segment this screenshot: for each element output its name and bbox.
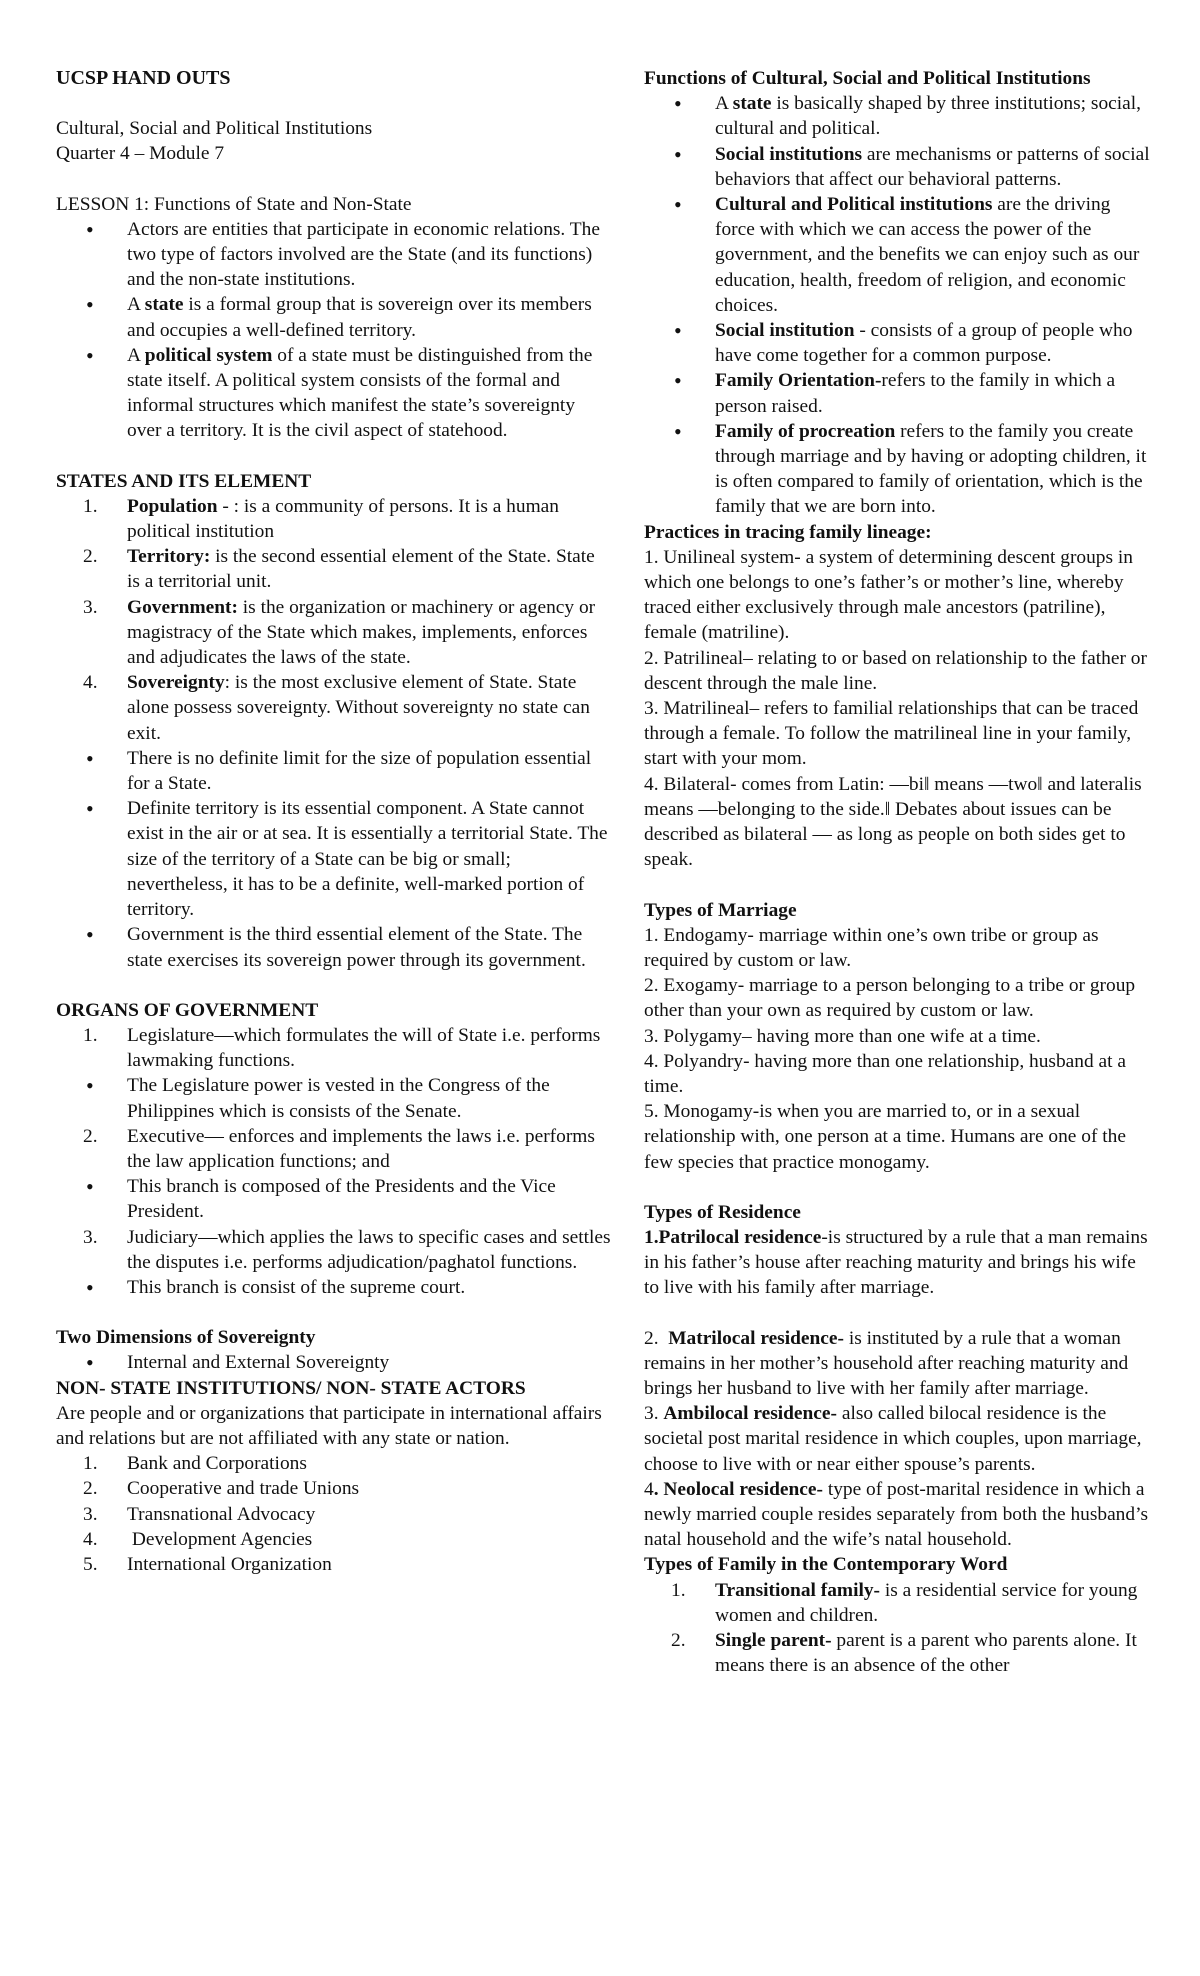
list-item: • Cultural and Political institutions are the driving force with which we can access the power of the government, and the benefits we can enjoy such as our education, health, freedom of religion, and economic choices. [674,192,1140,316]
list-item: 4. Development Agencies [83,1528,313,1550]
marriage-item: 5. Monogamy-is when you are married to, or in a sexual relationship with, one person at a time. Humans are one of the few species that practice monogamy. [644,1101,1126,1173]
quarter-line: Quarter 4 – Module 7 [56,143,225,165]
residence-item: 3. Ambilocal residence- also called bilocal residence is the societal post marital residence in which couples, upon marriage, choose to live with or near either spouse’s parents. [644,1403,1142,1475]
list-item: • A state is a formal group that is sovereign over its members and occupies a well-defined territory. [86,292,592,341]
organs-heading: ORGANS OF GOVERNMENT [56,999,319,1021]
marriage-item: 3. Polygamy– having more than one wife at a time. [644,1025,1041,1047]
residence-heading: Types of Residence [644,1201,801,1223]
sovereignty-heading: Two Dimensions of Sovereignty [56,1327,316,1349]
lesson-bullet-list [56,217,612,444]
list-item: • Family of procreation refers to the family you create through marriage and by having or adopting children, it is often compared to family of orientation, which is the family that we are born into. [674,418,1147,518]
list-item: • The Legislature power is vested in the Congress of the Philippines which is consists of the Senate. [86,1073,550,1122]
marriage-item: 1. Endogamy- marriage within one’s own tribe or group as required by custom or law. [644,924,1099,971]
state-elements-list [56,494,612,746]
marriage-item: 4. Polyandry- having more than one relationship, husband at a time. [644,1050,1126,1097]
list-item: 1. Transitional family- is a residential service for young women and children. [671,1579,1138,1626]
marriage-heading: Types of Marriage [644,899,797,921]
residence-item: 2. Matrilocal residence- is instituted by a rule that a woman remains in her mother’s household after reaching maturity and brings her husband to live with her family after marriage. [644,1327,1129,1399]
list-item: • This branch is composed of the Presidents and the Vice President. [86,1174,556,1223]
list-item: • Definite territory is its essential component. A State cannot exist in the air or at sea. It is essentially a territorial State. The size of the territory of a State can be big or small; nevertheless, it has to be a definite, well-marked portion of territory. [86,796,608,921]
subject-line: Cultural, Social and Political Institutions [56,118,373,140]
list-item: 2. Cooperative and trade Unions [83,1478,360,1500]
list-item: • Social institution - consists of a group of people who have come together for a common purpose. [674,318,1133,367]
list-item: 3. Judiciary—which applies the laws to specific cases and settles the disputes i.e. performs adjudication/paghatol functions. [83,1226,611,1273]
list-item: • Government is the third essential element of the State. The state exercises its sovereign power through its government. [86,922,586,971]
lineage-item: 4. Bilateral- comes from Latin: ―bi‖ means ―two‖ and lateralis means ―belonging to the side.‖ Debates about issues can be described as bilateral — as long as people on both sides get to speak. [644,773,1142,871]
list-item: • There is no definite limit for the size of population essential for a State. [86,745,592,795]
nonstate-list [56,1451,612,1577]
list-item: 5. International Organization [83,1553,332,1575]
list-item: 1. Legislature—which formulates the will of State i.e. performs lawmaking functions. [83,1024,601,1072]
right-column [644,66,1152,1678]
list-item: • This branch is consist of the supreme court. [86,1274,466,1300]
nonstate-description: Are people and or organizations that participate in international affairs and relations but are not affiliated with any state or nation. [56,1402,602,1449]
document-title: UCSP HAND OUTS [56,67,231,89]
marriage-item: 2. Exogamy- marriage to a person belonging to a tribe or group other than your own as required by custom or law. [644,975,1136,1022]
list-item: • A state is basically shaped by three institutions; social, cultural and political. [674,91,1141,140]
states-heading: STATES AND ITS ELEMENT [56,470,312,492]
list-item: 2. Executive— enforces and implements the laws i.e. performs the law application functions; and [83,1125,595,1172]
list-item: • Social institutions are mechanisms or patterns of social behaviors that affect our behavioral patterns. [674,141,1150,190]
list-item: • Family Orientation-refers to the family in which a person raised. [674,368,1116,417]
lineage-item: 1. Unilineal system- a system of determining descent groups in which one belongs to one’s father’s or mother’s line, whereby traced either exclusively through male ancestors (patriline), female (matriline). [644,546,1133,644]
lineage-item: 3. Matrilineal– refers to familial relationships that can be traced through a female. To follow the matrilineal line in your family, start with your mom. [644,698,1139,770]
residence-item: 4. Neolocal residence- type of post-marital residence in which a newly married couple resides separately from both the husband’s natal household and the wife’s natal household. [644,1478,1149,1551]
list-item: 4. Sovereignty: is the most exclusive element of State. State alone possess sovereignty. Without sovereignty no state can exit. [83,672,590,744]
list-item: • Internal and External Sovereignty [86,1350,390,1376]
list-item: 1. Bank and Corporations [83,1453,307,1475]
list-item: • Actors are entities that participate in economic relations. The two type of factors involved are the State (and its functions) and the non-state institutions. [86,216,600,291]
sovereignty-list [56,1350,612,1375]
list-item: 2. Single parent- parent is a parent who parents alone. It means there is an absence of the other [671,1629,1137,1677]
family-heading: Types of Family in the Contemporary Word [644,1554,1008,1576]
lineage-heading: Practices in tracing family lineage: [644,521,932,543]
lesson-title: LESSON 1: Functions of State and Non-State [56,193,412,215]
nonstate-heading: NON- STATE INSTITUTIONS/ NON- STATE ACTORS [56,1377,526,1399]
left-column [56,66,612,1577]
element-notes-list [56,746,612,973]
lineage-item: 2. Patrilineal– relating to or based on relationship to the father or descent through the male line. [644,647,1147,694]
residence-item: 1.Patrilocal residence-is structured by a rule that a man remains in his father’s house after reaching maturity and brings his wife to live with his family after marriage. [644,1226,1148,1299]
functions-list [644,91,1152,519]
list-item: 3. Transnational Advocacy [83,1503,316,1525]
family-types-list [644,1578,1152,1679]
list-item: 1. Population - : is a community of persons. It is a human political institution [83,495,559,543]
list-item: 2. Territory: is the second essential element of the State. State is a territorial unit. [83,546,595,593]
functions-heading: Functions of Cultural, Social and Political Institutions [644,68,1091,89]
organs-list [56,1023,612,1300]
list-item: • A political system of a state must be distinguished from the state itself. A political system consists of the formal and informal structures which manifest the state’s sovereignty over a territory. It is the civil aspect of statehood. [86,342,593,442]
list-item: 3. Government: is the organization or machinery or agency or magistracy of the State which makes, implements, enforces and adjudicates the laws of the state. [83,596,596,669]
